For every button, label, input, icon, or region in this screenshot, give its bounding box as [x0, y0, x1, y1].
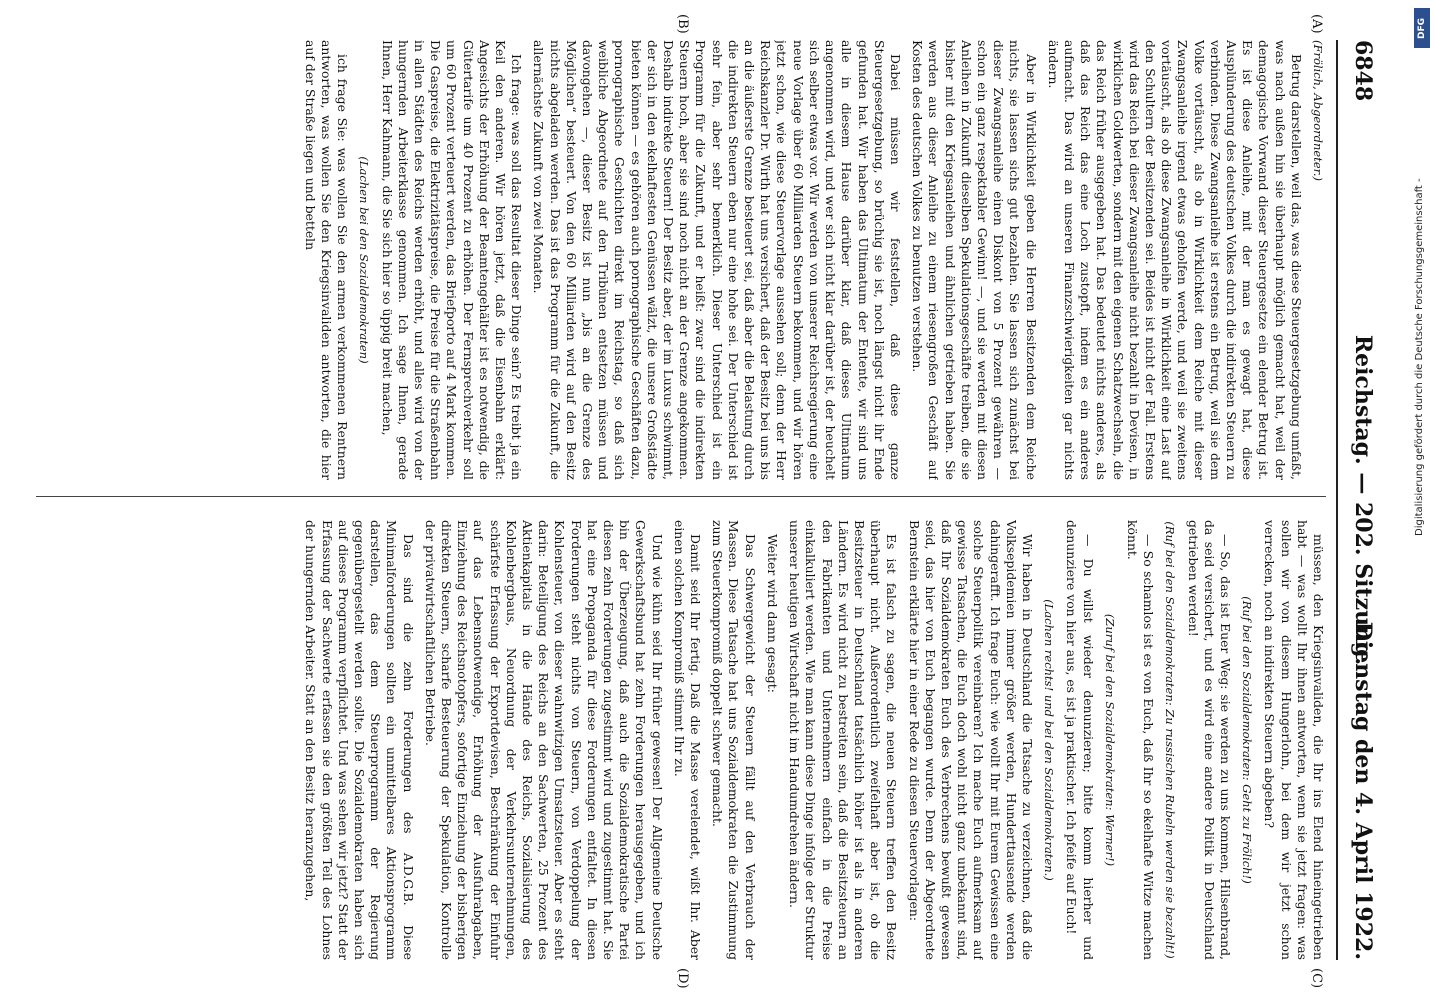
left-column: [36, 40, 1326, 480]
paragraph: Und wie kühn seid Ihr früher gewesen! Der Allgemeine Deutsche Gewerkschaftsbund hat zehn Forderungen herausgegeben, und ich bin der Überzeugung, daß auch die Sozialdemokratische Partei diesen zehn Forderungen zugestimmt wird und zugestimmt hat. Sie hat eine Propaganda für diese Forderungen entfaltet. In diesen Forderungen steht nichts von Steuern, von Verdoppelung der Kohlensteuer, von dieser wahnwitzigen Umsatzsteuer. Aber es steht darin: Beteiligung des Reichs an den Sachwerten, 25 Prozent des Aktienkapitals in die Hände des Reichs, Sozialisierung des Kohlenbergbaus, Neuordnung der Verkehrsunternehmungen, schärfste Erfassung der Exportdevisen, Beschränkung der Einfuhr auf das Lebensnotwendige, Erhöhung der Ausfuhrabgaben, Einziehung des Reichsnotopfers, sofortige Einziehung der bisherigen direkten Steuern, scharfe Besteuerung der Spekulation, Kontrolle der privatwirtschaftlichen Betriebe.: [422, 520, 665, 960]
margin-marker-b: (B): [675, 14, 690, 34]
stage-direction: (Lachen rechts! und bei den Sozialdemokraten.): [1042, 599, 1057, 881]
page-header: [1336, 40, 1394, 960]
digitization-credit: Digitalisierung gefördert durch die Deutsche Forschungsgemeinschaft -: [1414, 178, 1425, 536]
paragraph: — So, das ist Euer Weg: sie werden zu uns kommen, Hilsenbrand, da seid versichert, und es wird eine andere Politik in Deutschland getrieben werden!: [1185, 520, 1233, 960]
quoted-paragraph: Das Schwergewicht der Steuern fällt auf den Verbrauch der Massen. Diese Tatsache hat uns Sozialdemokraten die Zustimmung zum Steuerkompromiß doppelt schwer gemacht.: [710, 520, 758, 960]
paragraph: Damit seid Ihr fertig. Daß die Masse verelendet, wißt Ihr. Aber einen solchen Kompromiß stimmt Ihr zu.: [671, 520, 704, 960]
paragraph: Aber in Wirklichkeit geben die Herren Besitzenden dem Reiche nichts, sie lassen sichs gut bezahlen. Sie lassen sich zunächst bei dieser Zwangsanleihe einen Diskont von 5 Prozent gewähren — schon ein ganz respektabler Gewinn! —, und sie werden mit diesen Anleihen in Zukunft dieselben Spekulationsgeschäfte treiben, die sie bisher mit den Kriegsanleihen und ähnlichen getrieben haben. Sie werden aus dieser Anleihe zu einem riesengroßen Geschäft auf Kosten des deutschen Volkes zu benutzen verstehen.: [910, 40, 1039, 480]
digitization-sidebar: [1410, 0, 1434, 1000]
paragraph: Wir haben in Deutschland die Tatsache zu verzeichnen, daß die Volksepidemien immer größer werden, Hunderttausende werden dahingerafft. Ich frage Euch: wie wollt Ihr mit Eurem Gewissen eine solche Steuerpolitik vereinbaren? Ich mache Euch aufmerksam auf gewisse Tatsachen, die Euch doch wohl nicht ganz unbekannt sind, daß Ihr Sozialdemokraten Euch des Verbrechens bewußt gewesen seid, das hier von Euch begangen wurde. Denn der Abgeordnete Bernstein erklärte hier in einer Rede zu diesen Steuervorlagen:: [906, 520, 1035, 960]
paragraph: Betrug darstellen, weil das, was diese Steuergesetzgebung umfaßt, was nach außen hin sie überhaupt möglich gemacht hat, weil der demagogische Vorwand dieser Steuergesetze ein elender Betrug ist. Es ist diese Anleihe, mit der man es gewagt hat, diese Ausplünderung des deutschen Volkes durch die indirekten Steuern zu verbinden. Diese Zwangsanleihe ist erstens ein Betrug, weil sie dem Volke vortäuscht, als ob in Wirklichkeit dem Reiche mit dieser Zwangsanleihe irgend etwas geholfen werde, und weil sie zweitens vortäuscht, als ob diese Zwangsanleihe in Wirklichkeit eine Last auf den Schultern der Besitzenden sei. Beides ist nicht der Fall. Erstens wird das Reich bei dieser Zwangsanleihe nicht bezahlt in Devisen, in wirklichen Goldwerten, sondern mit den eigenen Schatzwechseln, die das Reich früher ausgegeben hat. Das bedeutet nichts anderes, als daß das Reich das eine Loch zustopft, indem es ein anderes aufmacht. Das wird an unseren Finanzschwierigkeiten gar nichts ändern.: [1045, 40, 1304, 480]
stage-direction: (Lachen bei den Sozialdemokraten): [357, 156, 372, 364]
margin-marker-c: (C): [1309, 968, 1324, 989]
stage-direction: (Zuruf bei den Sozialdemokraten: Werner!): [1102, 613, 1117, 867]
right-column: [36, 520, 1326, 960]
paragraph: Ich frage: was soll das Resultat dieser Dinge sein? Es treibt ja ein Keil den anderen. Wir hören jetzt, daß die Eisenbahn erklärt: Angesichts der Erhöhung der Beamtengehälter ist es notwendig, die Gütertarife um 40 Prozent zu erhöhen. Der Fernsprechverkehr soll um 60 Prozent verteuert werden, das Briefporto auf 4 Mark kommen. Die Gaspreise, die Elektrizitätspreise, die Preise für die Straßenbahn in allen Städten des Reichs werden erhöht, und alles wird von der hungernden Arbeiterklasse genommen. Ich sage Ihnen, gerade Ihnen, Herr Kahmann, die Sie sich hier so üppig breit machen,: [379, 40, 525, 480]
session-title: Reichstag. — 202. Sitzung.: [1350, 334, 1376, 666]
margin-marker-a: (A): [1309, 14, 1324, 34]
paragraph: Dabei müssen wir feststellen, daß diese ganze Steuergesetzgebung, so brüchig sie ist, noch längst nicht ihr Ende gefunden hat. Wir haben das Ultimatum der Entente, wir sind uns alle in diesem Hause darüber klar, daß dieses Ultimatum angenommen wird, und wer sich nicht klar darüber ist, der heuchelt sich selber etwas vor. Wir werden von unserer Reichsregierung eine neue Vorlage über 60 Milliarden Steuern bekommen, und wir hören jetzt schon, wie diese Steuervorlage aussehen soll; denn der Herr Reichskanzler Dr. Wirth hat uns versichert, daß der Besitz bei uns bis an die äußerste Grenze besteuert sei, daß aber die Belastung durch die indirekten Steuern eben nur eine hohe sei. Der Unterschied ist sehr fein, aber sehr bemerklich. Dieser Unterschied ist ein Programm für die Zukunft, und er heißt: zwar sind die indirekten Steuern hoch, aber sie sind noch nicht an der Grenze angekommen. Deshalb indirekte Steuern! Der Besitz aber, der im Luxus schwimmt, der sich in den ekelhaftesten Genüssen wälzt, die unsere Großstädte bieten können — es gehören auch pornographische Geschäften dazu, pornographische Geschichten direkt im Reichstag, so daß sich weibliche Abgeordnete auf den Tribünen entsetzen müssen und davongehen —, dieser Besitz ist nun „bis an die Grenze des Möglichen“ besteuert. Von den 60 Milliarden wird auf den Besitz nichts abgeladen werden. Das ist das Programm für die Zukunft, die allernächste Zukunft von zwei Monaten.: [531, 40, 903, 480]
paragraph: — Du willst wieder denunzieren; bitte komm hierher und denunziere von hier aus, es ist ja praktischer. Ich pfeife auf Euch!: [1064, 520, 1096, 960]
paragraph: müssen, den Kriegsinvaliden, die Ihr ins Elend hineingetrieben habt — was wollt Ihr ihnen antworten, wenn sie jetzt fragen: was sollen wir von diesem Hungerlohn, bei dem wir jetzt schon verrecken, noch an indirekten Steuern abgeben?: [1262, 520, 1326, 960]
speaker-label: (Frölich, Abgeordneter.): [1311, 40, 1325, 182]
margin-marker-d: (D): [675, 968, 690, 989]
stage-direction: (Ruf bei den Sozialdemokraten: Zu russischen Rubeln werden sie bezahlt!): [1163, 521, 1178, 959]
paragraph: Das sind die zehn Forderungen des A.D.G.B. Diese Minimalforderungen sollten ein unmittelbares Aktionsprogramm darstellen, das dem Steuerprogramm der Regierung gegenübergestellt werden sollte. Die Sozialdemokraten haben sich auf dieses Programm verpflichtet. Und was sehen wir jetzt? Statt der Erfassung der Sachwerte erfassen sie den größten Teil des Lohnes der hungernden Arbeiter. Statt an den Besitz heranzugehen,: [303, 520, 416, 960]
page-number: 6848: [1350, 40, 1376, 102]
paragraph: Weiter wird dann gesagt:: [764, 534, 780, 693]
stage-direction: (Ruf bei den Sozialdemokraten: Geht zu Frölich!): [1240, 596, 1255, 884]
quoted-paragraph: Es ist falsch zu sagen, die neuen Steuern treffen den Besitz überhaupt nicht. Außerordentlich zweifelhaft aber ist, ob die Besitzsteuer in Deutschland tatsächlich höher ist als in anderen Ländern. Es wird nicht zu bestreiten sein, daß die Besitzsteuern an den Fabrikanten und Unternehmern einfach in die Preise einkalkuliert werden. Wie man kann diese Dinge infolge der Struktur unserer heutigen Wirtschaft nicht im Handumdrehen ändern.: [787, 520, 900, 960]
dfg-logo: DFG: [1414, 8, 1430, 48]
paragraph: — So schamlos ist es von Euch, daß Ihr so ekelhafte Witze machen könnt.: [1124, 520, 1157, 960]
session-date: Dienstag den 4. April 1922.: [1350, 621, 1376, 960]
column-divider: [36, 496, 1326, 497]
paragraph: ich frage Sie: was wollen Sie den armen verkommenen Rentnern antworten, was wollen Sie den Kriegsinvaliden antworten, die hier auf der Straße liegen und betteln: [302, 40, 351, 480]
